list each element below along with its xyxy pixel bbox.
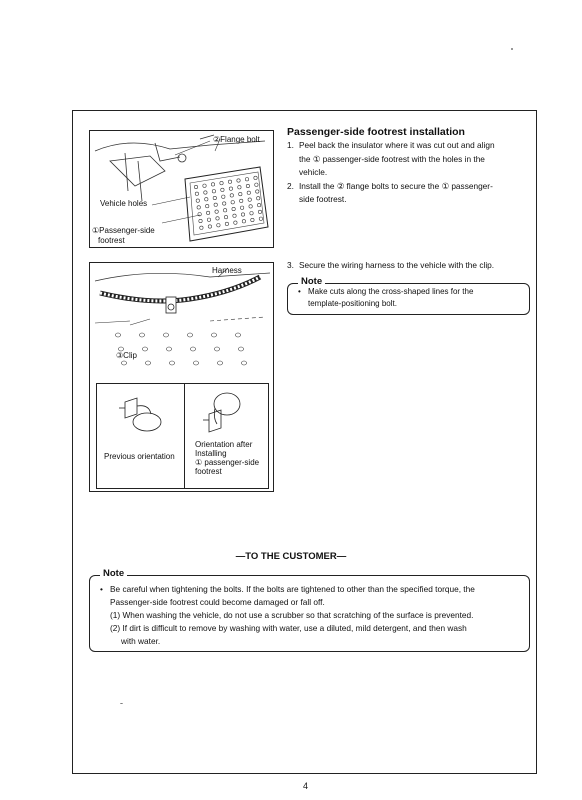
note-title: Note xyxy=(298,276,325,287)
vehicle-hole xyxy=(236,333,241,337)
clip-label: ③Clip xyxy=(116,351,137,360)
step-line: Secure the wiring harness to the vehicle with the clip. xyxy=(299,260,495,270)
customer-heading: —TO THE CUSTOMER— xyxy=(235,551,347,562)
customer-note-body xyxy=(90,576,529,648)
step-line: side footrest. xyxy=(299,194,347,204)
step-item xyxy=(287,180,530,207)
harness-clip-figure xyxy=(89,262,274,492)
harness-label: Harness xyxy=(212,266,242,275)
customer-note-title: Note xyxy=(100,568,127,579)
step-number: 2. xyxy=(287,180,294,191)
scan-speck xyxy=(511,48,513,50)
flange-bolt-label: ②Flange bolt xyxy=(213,135,260,144)
vehicle-hole xyxy=(215,347,220,351)
customer-bullet xyxy=(98,583,523,609)
vehicle-hole xyxy=(143,347,148,351)
step-line: Peel back the insulator where it was cut out and align xyxy=(299,140,495,150)
step-number: 1. xyxy=(287,140,294,150)
vehicle-hole xyxy=(194,361,199,365)
step-number: 3. xyxy=(287,260,294,270)
customer-line: with water. xyxy=(121,636,161,646)
customer-line: Passenger-side footrest could become damaged or fall off. xyxy=(110,597,325,607)
orientation-after-line3: ① passenger-side xyxy=(195,458,260,467)
orientation-after-line1: Orientation after xyxy=(195,440,253,449)
note-line: Make cuts along the cross-shaped lines for the xyxy=(308,287,474,296)
footrest-label-line1: ①Passenger-side xyxy=(92,226,155,235)
vehicle-hole xyxy=(164,333,169,337)
customer-line: (2) If dirt is difficult to remove by washing with water, use a diluted, mild detergent, and then wash xyxy=(110,623,467,633)
bullet-dot: • xyxy=(100,584,103,594)
vehicle-hole xyxy=(140,333,145,337)
note-bullet xyxy=(296,286,523,309)
section-note-box xyxy=(287,276,530,315)
installation-steps-1-2 xyxy=(287,139,530,207)
vehicle-hole xyxy=(188,333,193,337)
vehicle-hole xyxy=(212,333,217,337)
customer-line: Be careful when tightening the bolts. If the bolts are tightened to other than the specified torque, the xyxy=(110,584,475,594)
vehicle-hole xyxy=(146,361,151,365)
orientation-panel xyxy=(96,383,269,489)
page-number: 4 xyxy=(303,781,309,791)
customer-note-box xyxy=(89,568,530,652)
harness-illustration xyxy=(90,263,275,381)
note-body xyxy=(288,284,529,309)
step-line: vehicle. xyxy=(299,167,328,177)
footrest-label-line2: footrest xyxy=(98,236,125,245)
vehicle-hole xyxy=(218,361,223,365)
step-line: Install the ② flange bolts to secure the ① passenger- xyxy=(299,180,493,191)
vehicle-hole xyxy=(191,347,196,351)
vehicle-hole xyxy=(116,333,121,337)
vehicle-hole xyxy=(170,361,175,365)
customer-sub-item xyxy=(98,622,523,648)
customer-line: (1) When washing the vehicle, do not use a scrubber so that scratching of the surface is prevented. xyxy=(110,610,474,620)
vehicle-hole xyxy=(239,347,244,351)
vehicle-hole xyxy=(122,361,127,365)
vehicle-holes-label: Vehicle holes xyxy=(100,199,148,208)
installation-step-3 xyxy=(287,259,530,273)
previous-orientation-label: Previous orientation xyxy=(104,452,175,461)
footrest-installation-figure xyxy=(89,130,274,248)
orientation-after-line4: footrest xyxy=(195,467,222,476)
section-title: Passenger-side footrest installation xyxy=(287,126,465,138)
step-line: the ① passenger-side footrest with the holes in the xyxy=(299,153,485,164)
vehicle-hole xyxy=(242,361,247,365)
bullet-dot: • xyxy=(298,287,301,296)
step-item xyxy=(287,259,530,273)
note-line: template-positioning bolt. xyxy=(308,298,397,308)
orientation-after-line2: Installing xyxy=(195,449,227,458)
step-item xyxy=(287,139,530,180)
vehicle-hole xyxy=(167,347,172,351)
customer-sub-item xyxy=(98,609,523,622)
